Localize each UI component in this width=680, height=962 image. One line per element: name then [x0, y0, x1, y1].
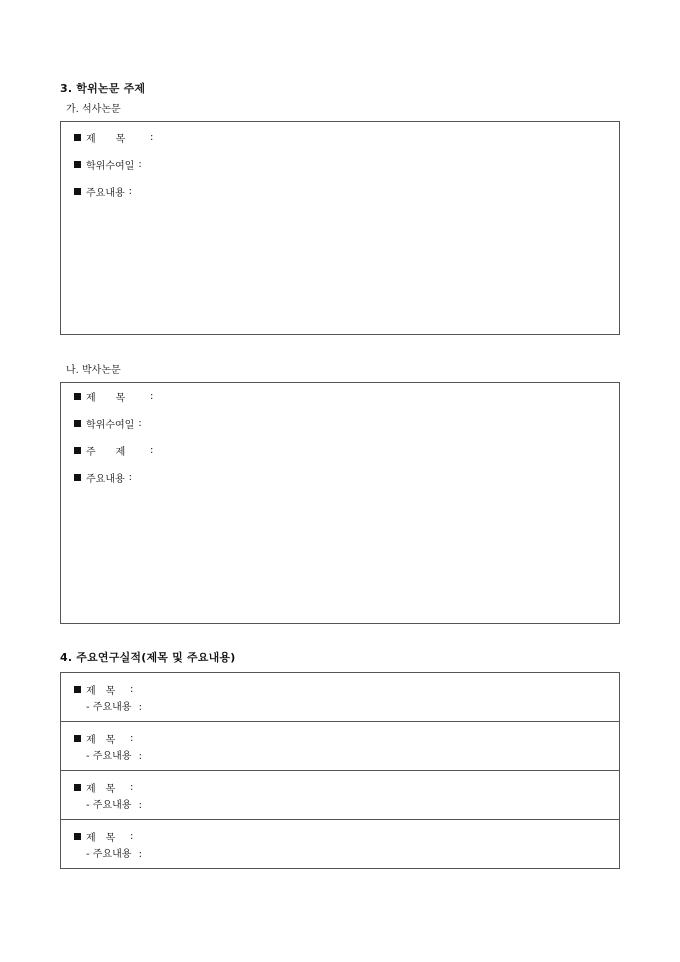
square-bullet-icon [74, 447, 81, 454]
masters-degree-date-label: 학위수여일 [86, 161, 135, 172]
doctoral-thesis-label: 나. 박사논문 [66, 365, 121, 376]
masters-degree-date-field [74, 157, 142, 172]
colon: : [138, 159, 142, 170]
colon: : [130, 733, 134, 744]
square-bullet-icon [74, 686, 81, 693]
research-content-label: - 주요내용 [86, 800, 132, 811]
research-entry-3 [60, 770, 620, 820]
research-entry-1 [60, 672, 620, 722]
colon: : [128, 472, 133, 483]
doctoral-content-field [74, 470, 132, 485]
doctoral-degree-date-label: 학위수여일 [86, 420, 135, 431]
masters-thesis-label: 가. 석사논문 [66, 104, 121, 115]
masters-title-field [74, 130, 153, 145]
research-title-label: 제 목 [86, 784, 116, 795]
square-bullet-icon [74, 393, 81, 400]
research-title-label: 제 목 [86, 735, 116, 746]
research-title-label: 제 목 [86, 686, 116, 697]
colon: : [150, 391, 154, 402]
square-bullet-icon [74, 161, 81, 168]
colon: : [138, 800, 142, 811]
doctoral-degree-date-field [74, 416, 142, 431]
square-bullet-icon [74, 420, 81, 427]
square-bullet-icon [74, 474, 81, 481]
masters-content-field [74, 184, 132, 199]
colon: : [138, 418, 142, 429]
square-bullet-icon [74, 735, 81, 742]
colon: : [130, 684, 134, 695]
masters-content-label: 주요내용 [86, 188, 125, 199]
research-title-line [74, 682, 133, 697]
doctoral-title-label: 제 목 [86, 393, 126, 404]
section-4-heading: 4. 주요연구실적(제목 및 주요내용) [60, 651, 236, 664]
research-title-line [74, 780, 133, 795]
square-bullet-icon [74, 833, 81, 840]
square-bullet-icon [74, 784, 81, 791]
research-content-line [86, 747, 142, 762]
research-content-label: - 주요내용 [86, 751, 132, 762]
research-title-line [74, 829, 133, 844]
colon: : [128, 186, 133, 197]
research-title-label: 제 목 [86, 833, 116, 844]
doctoral-thesis-box [60, 382, 620, 624]
research-entry-4 [60, 819, 620, 869]
research-content-line [86, 698, 142, 713]
research-content-line [86, 796, 142, 811]
colon: : [138, 849, 142, 860]
section-3-heading: 3. 학위논문 주제 [60, 82, 146, 95]
colon: : [138, 702, 142, 713]
masters-thesis-box [60, 121, 620, 335]
doctoral-content-label: 주요내용 [86, 474, 125, 485]
colon: : [150, 132, 154, 143]
research-content-label: - 주요내용 [86, 702, 132, 713]
masters-title-label: 제 목 [86, 134, 126, 145]
square-bullet-icon [74, 188, 81, 195]
colon: : [150, 445, 154, 456]
doctoral-topic-field [74, 443, 153, 458]
colon: : [138, 751, 142, 762]
research-entry-2 [60, 721, 620, 771]
doctoral-topic-label: 주 제 [86, 447, 126, 458]
doctoral-title-field [74, 389, 153, 404]
research-title-line [74, 731, 133, 746]
square-bullet-icon [74, 134, 81, 141]
research-content-label: - 주요내용 [86, 849, 132, 860]
research-content-line [86, 845, 142, 860]
colon: : [130, 782, 134, 793]
colon: : [130, 831, 134, 842]
